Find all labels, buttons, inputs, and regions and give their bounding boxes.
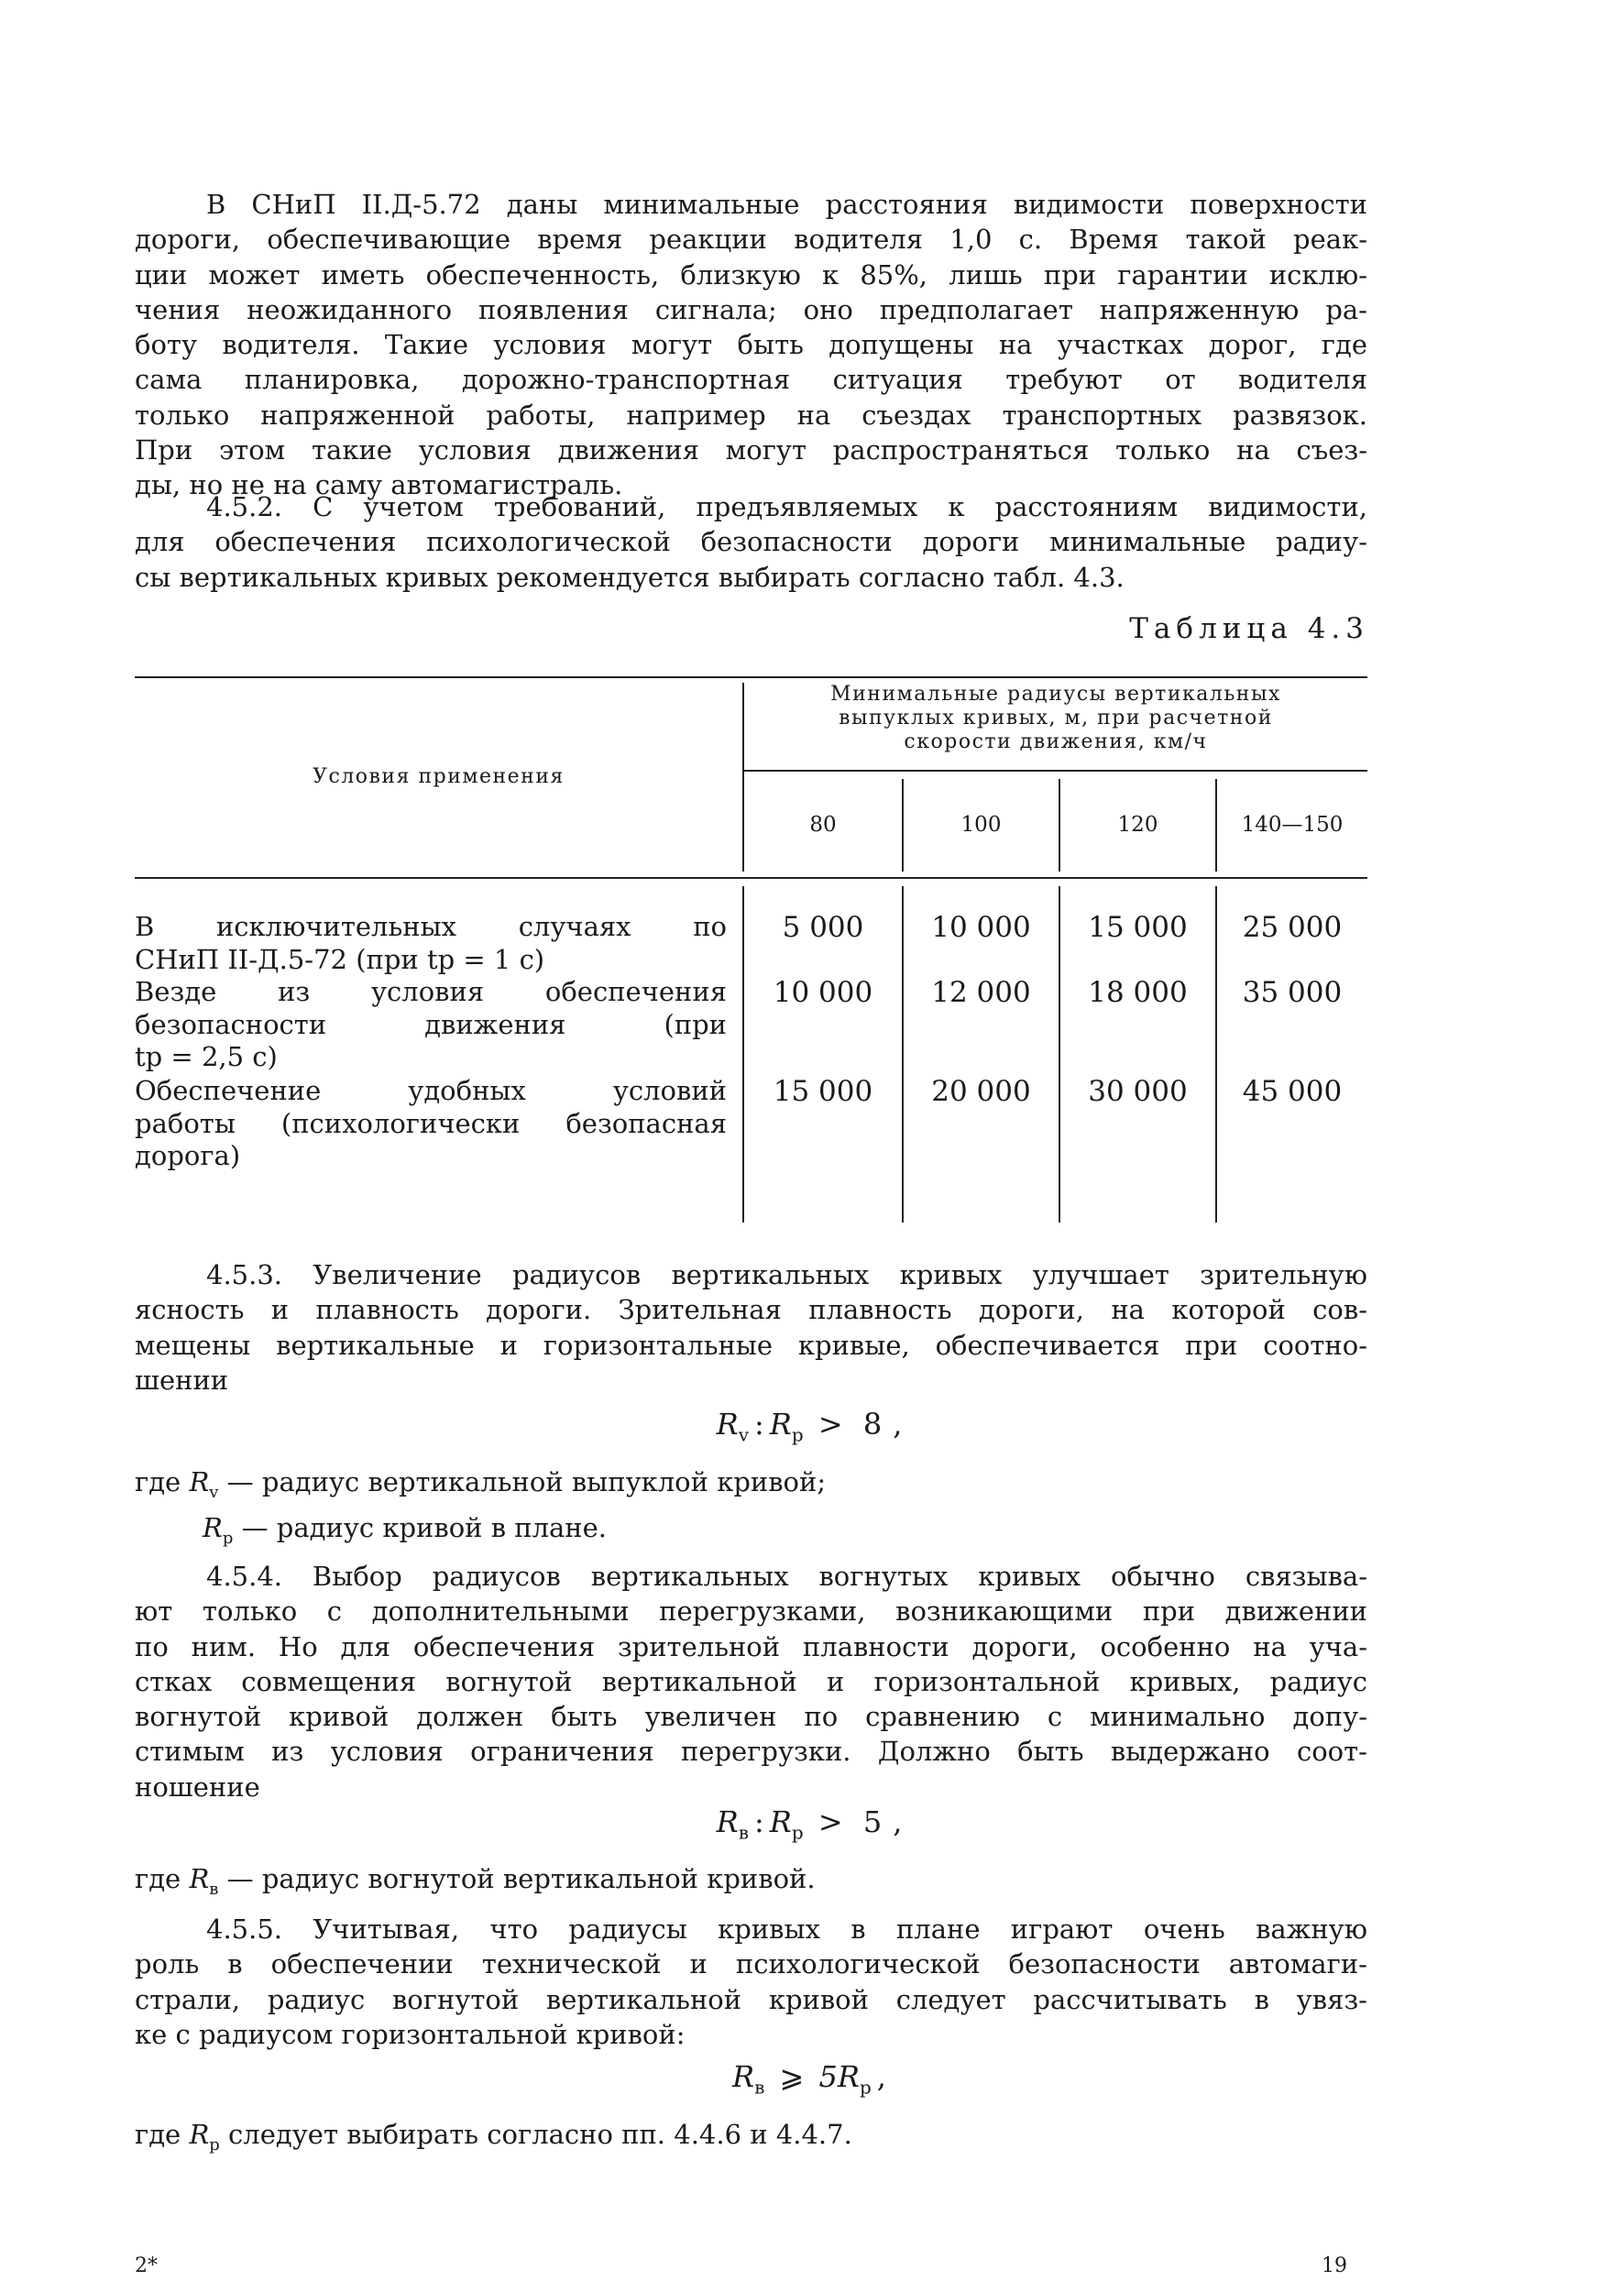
formula-rb-ge-5rp — [0, 2059, 1624, 2098]
condition-line: tр = 2,5 с) — [135, 1041, 278, 1072]
formula-rv-rp — [0, 1407, 1624, 1445]
formula-subscript: в — [738, 1821, 749, 1844]
formula-value: 5R — [818, 2059, 860, 2094]
formula-subscript: v — [738, 1423, 750, 1446]
legend-rp — [135, 1510, 826, 1556]
formula-punct: , — [893, 1804, 903, 1839]
table-header-radii — [744, 683, 1367, 754]
text-line: шении — [135, 1364, 229, 1396]
legend-text: — радиус кривой в плане. — [241, 1512, 608, 1544]
table-header-radii-line: скорости движения, км/ч — [904, 730, 1208, 753]
text-line: мещены вертикальные и горизонтальные кривые, обеспечивается при соотно- — [135, 1329, 1367, 1361]
table-row-3-v80: 15 000 — [773, 1075, 873, 1108]
legend-prefix: где — [135, 1863, 181, 1894]
table-row-3-v120: 30 000 — [1088, 1075, 1188, 1108]
legend-rp-choice — [135, 2119, 852, 2155]
table-header-rule — [135, 877, 1367, 879]
text-line: страли, радиус вогнутой вертикальной кривой следует рассчитывать в увяз- — [135, 1983, 1367, 2015]
formula-subscript: в — [754, 2076, 765, 2099]
table-row-1-v140: 25 000 — [1242, 911, 1343, 944]
text-line: боту водителя. Такие условия могут быть допущены на участках дорог, где — [135, 329, 1367, 361]
page-number: 19 — [1322, 2254, 1347, 2277]
legend-subscript: p — [222, 1528, 234, 1548]
formula-relation: > — [817, 1407, 843, 1442]
formula-value: 5 — [862, 1804, 883, 1839]
text-line: ции может иметь обеспеченность, близкую к 85%, лишь при гарантии исклю- — [135, 258, 1367, 291]
table-row-1-v120: 15 000 — [1088, 911, 1188, 944]
table-row-3-condition — [135, 1075, 727, 1173]
formula-operator: : — [754, 1407, 764, 1442]
text-line: 4.5.5. Учитывая, что радиусы кривых в плане играют очень важную — [206, 1914, 1367, 1945]
legend-subscript: p — [209, 2134, 220, 2155]
legend-prefix: где — [135, 2119, 181, 2150]
legend-text: — радиус вертикальной выпуклой кривой; — [226, 1466, 827, 1497]
legend-prefix: где — [135, 1466, 181, 1497]
condition-line: Обеспечение удобных условий — [135, 1075, 727, 1106]
table-header-radii-line: выпуклых кривых, м, при расчетной — [839, 707, 1273, 729]
formula-subscript: p — [859, 2076, 872, 2099]
text-line: При этом такие условия движения могут распространяться только на съез- — [135, 434, 1367, 466]
table-row-1-v80: 5 000 — [782, 911, 864, 944]
formula-symbol: R — [769, 1407, 792, 1442]
text-line: 4.5.2. С учетом требований, предъявляемых к расстояниям видимости, — [206, 491, 1367, 522]
text-line: вогнутой кривой должен быть увеличен по сравнению с минимально допу- — [135, 1701, 1367, 1733]
legend-symbol: R — [189, 1466, 210, 1497]
formula-3-legend — [135, 2117, 852, 2163]
text-line: дороги, обеспечивающие время реакции водителя 1,0 с. Время такой реак- — [135, 224, 1367, 256]
legend-text: — радиус вогнутой вертикальной кривой. — [226, 1863, 816, 1894]
text-line: только напряженной работы, например на съездах транспортных развязок. — [135, 399, 1367, 431]
table-row-1-v100: 10 000 — [931, 911, 1031, 944]
text-line: ды, но не на саму автомагистраль. — [135, 469, 623, 501]
paragraph-visibility — [135, 187, 1367, 503]
paragraph-4-5-2 — [135, 489, 1367, 595]
paragraph-4-5-5 — [135, 1912, 1367, 2052]
legend-symbol: R — [189, 1863, 210, 1894]
text-line: чения неожиданного появления сигнала; оно предполагает напряженную ра- — [135, 293, 1367, 325]
table-header-conditions: Условия применения — [313, 765, 565, 788]
formula-symbol: R — [716, 1407, 739, 1442]
formula-symbol: R — [716, 1804, 739, 1839]
condition-line: Везде из условия обеспечения — [135, 976, 727, 1007]
legend-symbol: R — [203, 1512, 223, 1544]
formula-operator: : — [753, 1804, 764, 1839]
formula-relation: > — [817, 1804, 843, 1839]
text-line: роль в обеспечении технической и психологической безопасности автомаги- — [135, 1948, 1367, 1980]
text-line: 4.5.4. Выбор радиусов вертикальных вогнутых кривых обычно связыва- — [206, 1561, 1367, 1592]
text-line: стках совмещения вогнутой вертикальной и горизонтальной кривых, радиус — [135, 1665, 1367, 1697]
paragraph-4-5-4 — [135, 1559, 1367, 1804]
text-line: ясность и плавность дороги. Зрительная плавность дороги, на которой сов- — [135, 1294, 1367, 1326]
text-line: по ним. Но для обеспечения зрительной плавности дороги, особенно на уча- — [135, 1630, 1367, 1662]
text-line: 4.5.3. Увеличение радиусов вертикальных кривых улучшает зрительную — [206, 1259, 1367, 1290]
text-line: ношение — [135, 1771, 260, 1803]
formula-punct: , — [876, 2059, 886, 2094]
condition-line: дорога) — [135, 1140, 241, 1171]
table-row-2-v120: 18 000 — [1088, 976, 1188, 1009]
table-row-3-v140: 45 000 — [1242, 1075, 1343, 1108]
legend-subscript: v — [209, 1482, 219, 1502]
table-row-2-v140: 35 000 — [1242, 976, 1343, 1009]
text-line: ке с радиусом горизонтальной кривой: — [135, 2018, 686, 2050]
table-col-140-150: 140—150 — [1241, 813, 1344, 837]
formula-2-legend — [135, 1861, 816, 1907]
legend-text: следует выбирать согласно пп. 4.4.6 и 4.4.7. — [228, 2119, 852, 2150]
text-line: сы вертикальных кривых рекомендуется выбирать согласно табл. 4.3. — [135, 561, 1125, 593]
footer-signature-mark: 2* — [135, 2254, 158, 2277]
condition-line: работы (психологически безопасная — [135, 1107, 727, 1139]
formula-punct: , — [893, 1407, 903, 1442]
table-row-2-v100: 12 000 — [931, 976, 1031, 1009]
table-col-80: 80 — [809, 813, 837, 837]
formula-value: 8 — [862, 1407, 883, 1442]
table-col-100: 100 — [960, 813, 1002, 837]
condition-line: безопасности движения (при — [135, 1008, 727, 1040]
table-top-rule — [135, 676, 1367, 678]
formula-relation: ⩾ — [779, 2059, 805, 2094]
formula-1-legend — [135, 1464, 826, 1556]
formula-symbol: R — [732, 2059, 755, 2094]
table-row-1-condition — [135, 911, 727, 976]
text-line: В СНиП II.Д-5.72 даны минимальные расстояния видимости поверхности — [206, 189, 1367, 220]
legend-symbol: R — [189, 2119, 210, 2150]
text-line: ют только с дополнительными перегрузками, возникающими при движении — [135, 1596, 1367, 1628]
formula-subscript: p — [791, 1423, 804, 1446]
table-subheader-rule — [742, 770, 1367, 772]
table-header-radii-line: Минимальные радиусы вертикальных — [830, 683, 1281, 706]
table-row-3-v100: 20 000 — [931, 1075, 1031, 1108]
condition-line: СНиП II-Д.5-72 (при tр = 1 с) — [135, 943, 545, 975]
table-col-120: 120 — [1117, 813, 1158, 837]
legend-rb — [135, 1863, 816, 1899]
text-line: сама планировка, дорожно-транспортная ситуация требуют от водителя — [135, 364, 1367, 396]
table-row-2-condition — [135, 976, 727, 1074]
text-line: для обеспечения психологической безопасности дороги минимальные радиу- — [135, 526, 1367, 558]
legend-subscript: в — [209, 1879, 219, 1899]
condition-line: В исключительных случаях по — [135, 911, 727, 942]
formula-rb-rp — [0, 1804, 1624, 1843]
legend-rv — [135, 1466, 827, 1502]
formula-subscript: p — [791, 1821, 804, 1844]
text-line: стимым из условия ограничения перегрузки. Должно быть выдержано соот- — [135, 1736, 1367, 1768]
table-caption: Таблица 4.3 — [1129, 612, 1369, 645]
table-row-2-v80: 10 000 — [773, 976, 873, 1009]
formula-symbol: R — [769, 1804, 792, 1839]
paragraph-4-5-3 — [135, 1257, 1367, 1398]
